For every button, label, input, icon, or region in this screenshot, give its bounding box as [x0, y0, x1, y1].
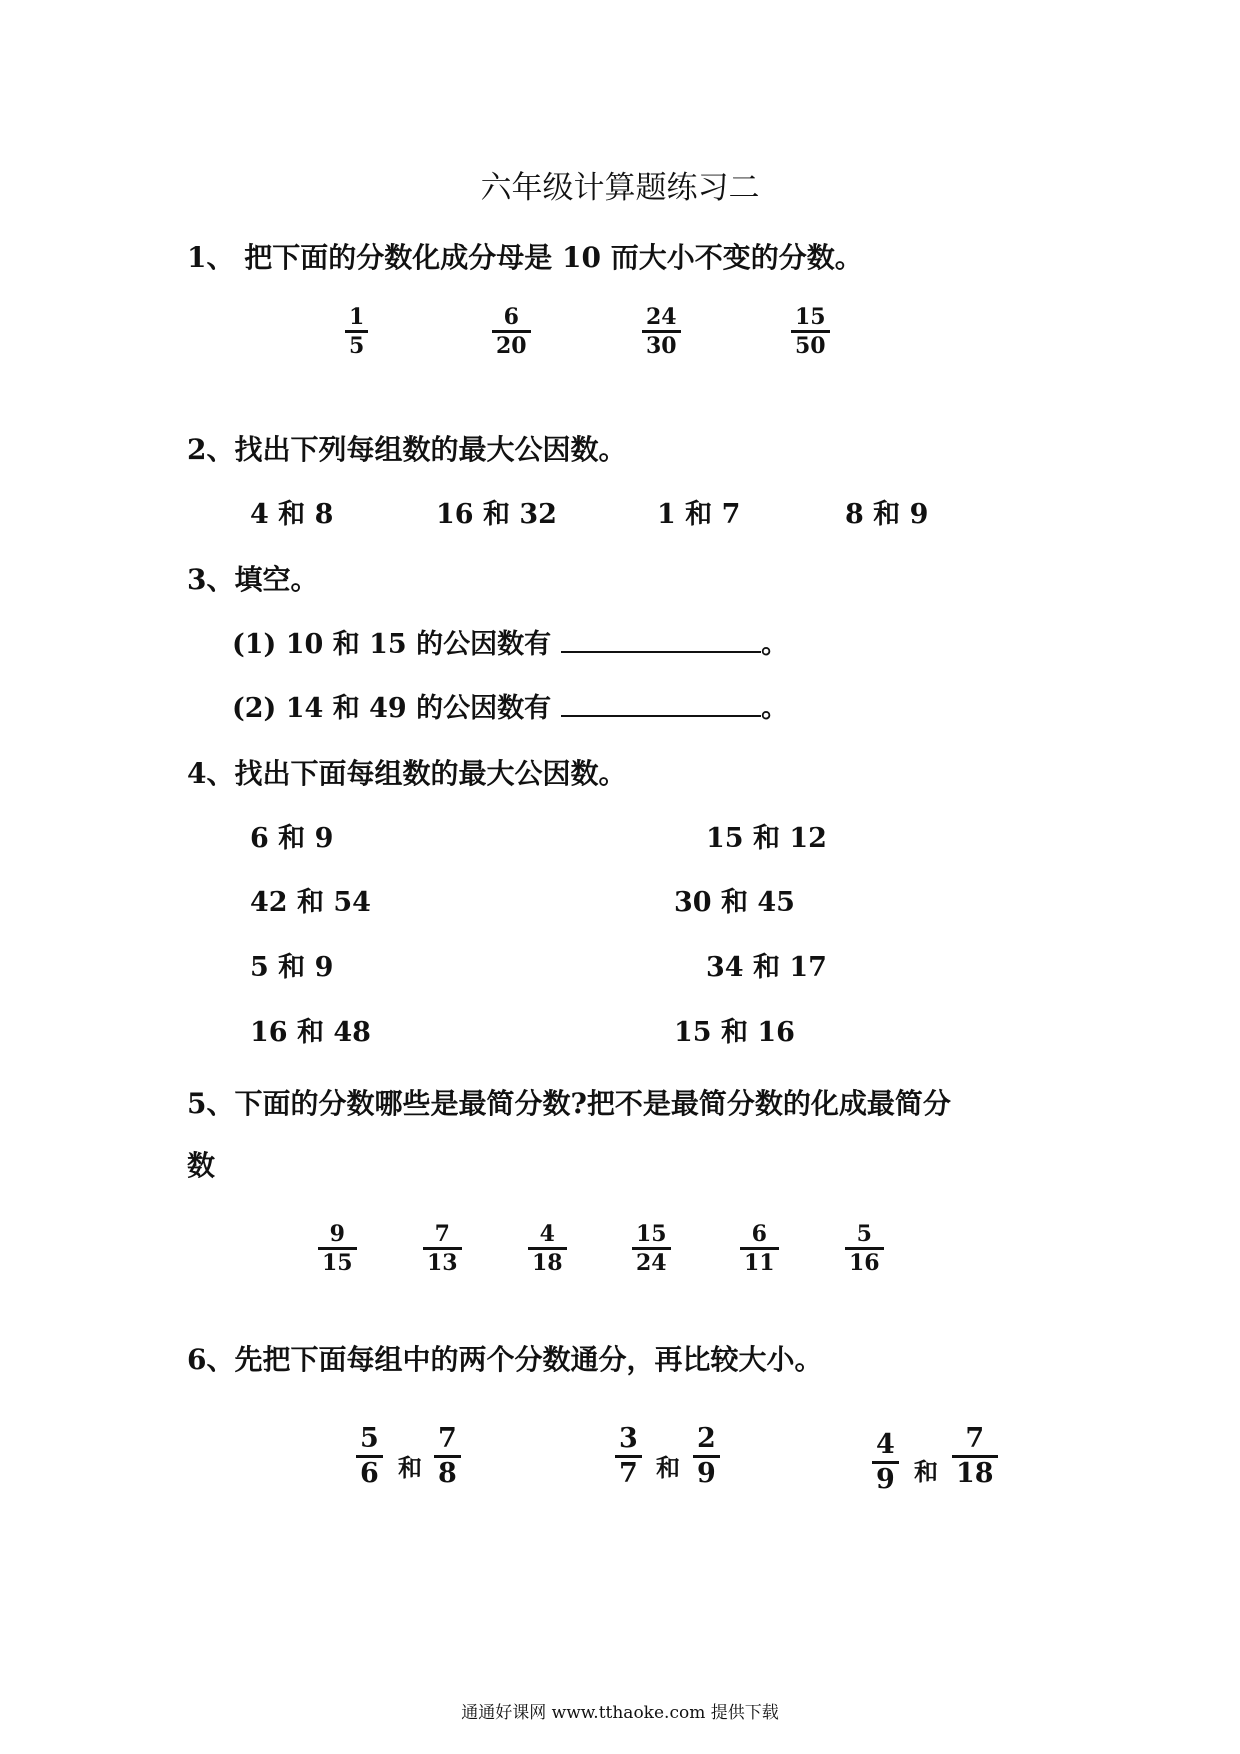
question-1-text: 1、 把下面的分数化成分母是 10 而大小不变的分数。 [187, 241, 863, 274]
numerator: 7 [965, 1423, 985, 1454]
numerator: 3 [619, 1423, 638, 1454]
number-pair: 16 和 32 [436, 499, 557, 530]
denominator: 15 [322, 1250, 353, 1276]
denominator: 24 [636, 1250, 667, 1276]
fraction [845, 1222, 884, 1275]
numerator: 5 [856, 1221, 872, 1247]
fraction [423, 1222, 462, 1275]
denominator: 9 [697, 1458, 716, 1489]
numerator: 2 [697, 1423, 716, 1454]
fraction [615, 1424, 642, 1489]
denominator: 5 [349, 333, 365, 359]
fraction [632, 1222, 671, 1275]
denominator: 6 [360, 1458, 379, 1489]
number-pair: 34 和 17 [706, 952, 827, 983]
denominator: 30 [646, 333, 677, 359]
period: 。 [761, 693, 789, 724]
connector-he: 和 [914, 1457, 938, 1486]
fill-blank-prompt: (2) 14 和 49 的公因数有 [232, 693, 552, 724]
numerator: 6 [751, 1221, 767, 1247]
denominator: 18 [532, 1250, 563, 1276]
numerator: 5 [360, 1423, 379, 1454]
fraction [791, 305, 830, 358]
question-5-text-cont: 数 [187, 1149, 216, 1182]
denominator: 9 [876, 1464, 895, 1495]
number-pair: 30 和 45 [674, 887, 795, 918]
fraction [318, 1222, 357, 1275]
fill-blank-prompt: (1) 10 和 15 的公因数有 [232, 629, 552, 660]
numerator: 24 [646, 304, 677, 330]
question-2-text: 2、找出下列每组数的最大公因数。 [187, 433, 627, 466]
fraction [345, 305, 368, 358]
denominator: 7 [619, 1458, 638, 1489]
number-pair: 4 和 8 [250, 499, 334, 530]
numerator: 1 [349, 304, 365, 330]
fraction [434, 1424, 461, 1489]
fraction [492, 305, 531, 358]
fill-blank-item [232, 686, 788, 725]
number-pair: 42 和 54 [250, 887, 371, 918]
number-pair: 5 和 9 [250, 952, 334, 983]
question-3-text: 3、填空。 [187, 563, 319, 596]
fraction [528, 1222, 567, 1275]
number-pair: 15 和 16 [674, 1017, 795, 1048]
denominator: 13 [427, 1250, 458, 1276]
numerator: 9 [329, 1221, 345, 1247]
fraction [872, 1430, 899, 1495]
number-pair: 15 和 12 [706, 823, 827, 854]
number-pair: 1 和 7 [657, 499, 741, 530]
denominator: 11 [744, 1250, 775, 1276]
number-pair: 16 和 48 [250, 1017, 371, 1048]
number-pair: 8 和 9 [845, 499, 929, 530]
numerator: 4 [876, 1429, 895, 1460]
numerator: 4 [539, 1221, 555, 1247]
denominator: 50 [795, 333, 826, 359]
numerator: 7 [438, 1423, 457, 1454]
question-4-text: 4、找出下面每组数的最大公因数。 [187, 757, 627, 790]
denominator: 20 [496, 333, 527, 359]
fraction [952, 1424, 998, 1489]
fraction [356, 1424, 383, 1489]
numerator: 15 [636, 1221, 667, 1247]
fraction [693, 1424, 720, 1489]
numerator: 15 [795, 304, 826, 330]
fraction [642, 305, 681, 358]
period: 。 [761, 629, 789, 660]
connector-he: 和 [398, 1453, 422, 1482]
fraction [740, 1222, 779, 1275]
connector-he: 和 [656, 1453, 680, 1482]
answer-blank[interactable] [561, 627, 761, 653]
question-6-text: 6、先把下面每组中的两个分数通分，再比较大小。 [187, 1343, 823, 1376]
footer-source: 通通好课网 www.tthaoke.com 提供下载 [461, 1703, 779, 1723]
answer-blank[interactable] [561, 691, 761, 717]
fill-blank-item [232, 622, 788, 661]
numerator: 7 [434, 1221, 450, 1247]
number-pair: 6 和 9 [250, 823, 334, 854]
page-title: 六年级计算题练习二 [480, 170, 760, 206]
denominator: 16 [849, 1250, 880, 1276]
denominator: 18 [956, 1458, 994, 1489]
question-5-text: 5、下面的分数哪些是最简分数?把不是最简分数的化成最简分 [187, 1087, 951, 1120]
denominator: 8 [438, 1458, 457, 1489]
numerator: 6 [503, 304, 519, 330]
